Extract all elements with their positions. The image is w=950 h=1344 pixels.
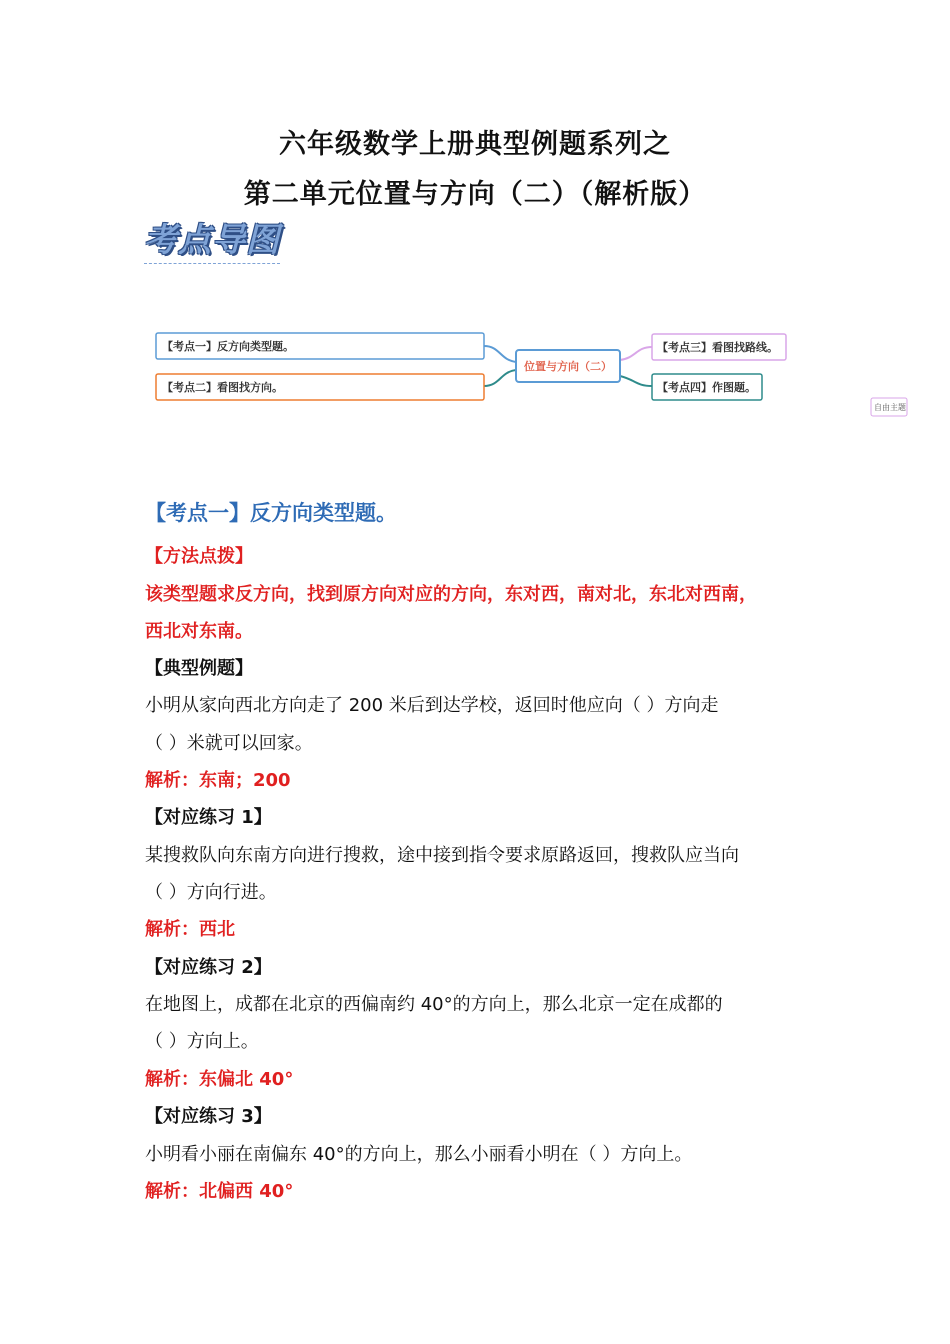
practice3-answer: 解析：北偏西 40°	[145, 1181, 294, 1202]
mindmap-free-topic-label: 自由主题	[874, 403, 906, 412]
mindmap-node3-label: 【考点三】看图找路线。	[657, 341, 778, 354]
practice1-question-line1: 某搜救队向东南方向进行搜救，途中接到指令要求原路返回，搜救队应当向	[145, 845, 739, 866]
practice2-heading: 【对应练习 2】	[145, 957, 272, 978]
method-text-line2: 西北对东南。	[145, 621, 253, 642]
mindmap-center-label: 位置与方向（二）	[524, 360, 612, 373]
example-answer: 解析：东南；200	[145, 770, 291, 791]
mindmap-node1-label: 【考点一】反方向类型题。	[162, 340, 294, 353]
connector-node4	[620, 376, 652, 386]
document-title-line2: 第二单元位置与方向（二）（解析版）	[243, 179, 707, 210]
connector-node1	[484, 346, 516, 362]
document-title-line1: 六年级数学上册典型例题系列之	[279, 129, 671, 160]
practice1-question-line2: （ ）方向行进。	[145, 882, 277, 903]
section-heading: 【考点一】反方向类型题。	[145, 501, 397, 525]
connector-node3	[620, 347, 652, 360]
practice2-answer: 解析：东偏北 40°	[145, 1069, 294, 1090]
practice1-answer: 解析：西北	[145, 919, 235, 940]
example-question-line1: 小明从家向西北方向走了 200 米后到达学校，返回时他应向（ ）方向走	[145, 695, 719, 716]
practice1-heading: 【对应练习 1】	[145, 807, 272, 828]
mindmap-node4-label: 【考点四】作图题。	[657, 381, 756, 394]
practice3-heading: 【对应练习 3】	[145, 1106, 272, 1127]
practice2-question-line2: （ ）方向上。	[145, 1031, 259, 1052]
method-text-line1: 该类型题求反方向，找到原方向对应的方向，东对西，南对北，东北对西南，	[145, 584, 757, 605]
example-heading: 【典型例题】	[145, 658, 253, 679]
guide-title: 考点导图	[144, 214, 280, 264]
practice2-question-line1: 在地图上，成都在北京的西偏南约 40°的方向上，那么北京一定在成都的	[145, 994, 723, 1015]
connector-node2	[484, 370, 516, 386]
practice3-question-line1: 小明看小丽在南偏东 40°的方向上，那么小丽看小明在（ ）方向上。	[145, 1144, 693, 1165]
example-question-line2: （ ）米就可以回家。	[145, 733, 313, 754]
method-heading: 【方法点拨】	[145, 546, 253, 567]
mind-map	[0, 0, 950, 460]
mindmap-node2-label: 【考点二】看图找方向。	[162, 381, 283, 394]
